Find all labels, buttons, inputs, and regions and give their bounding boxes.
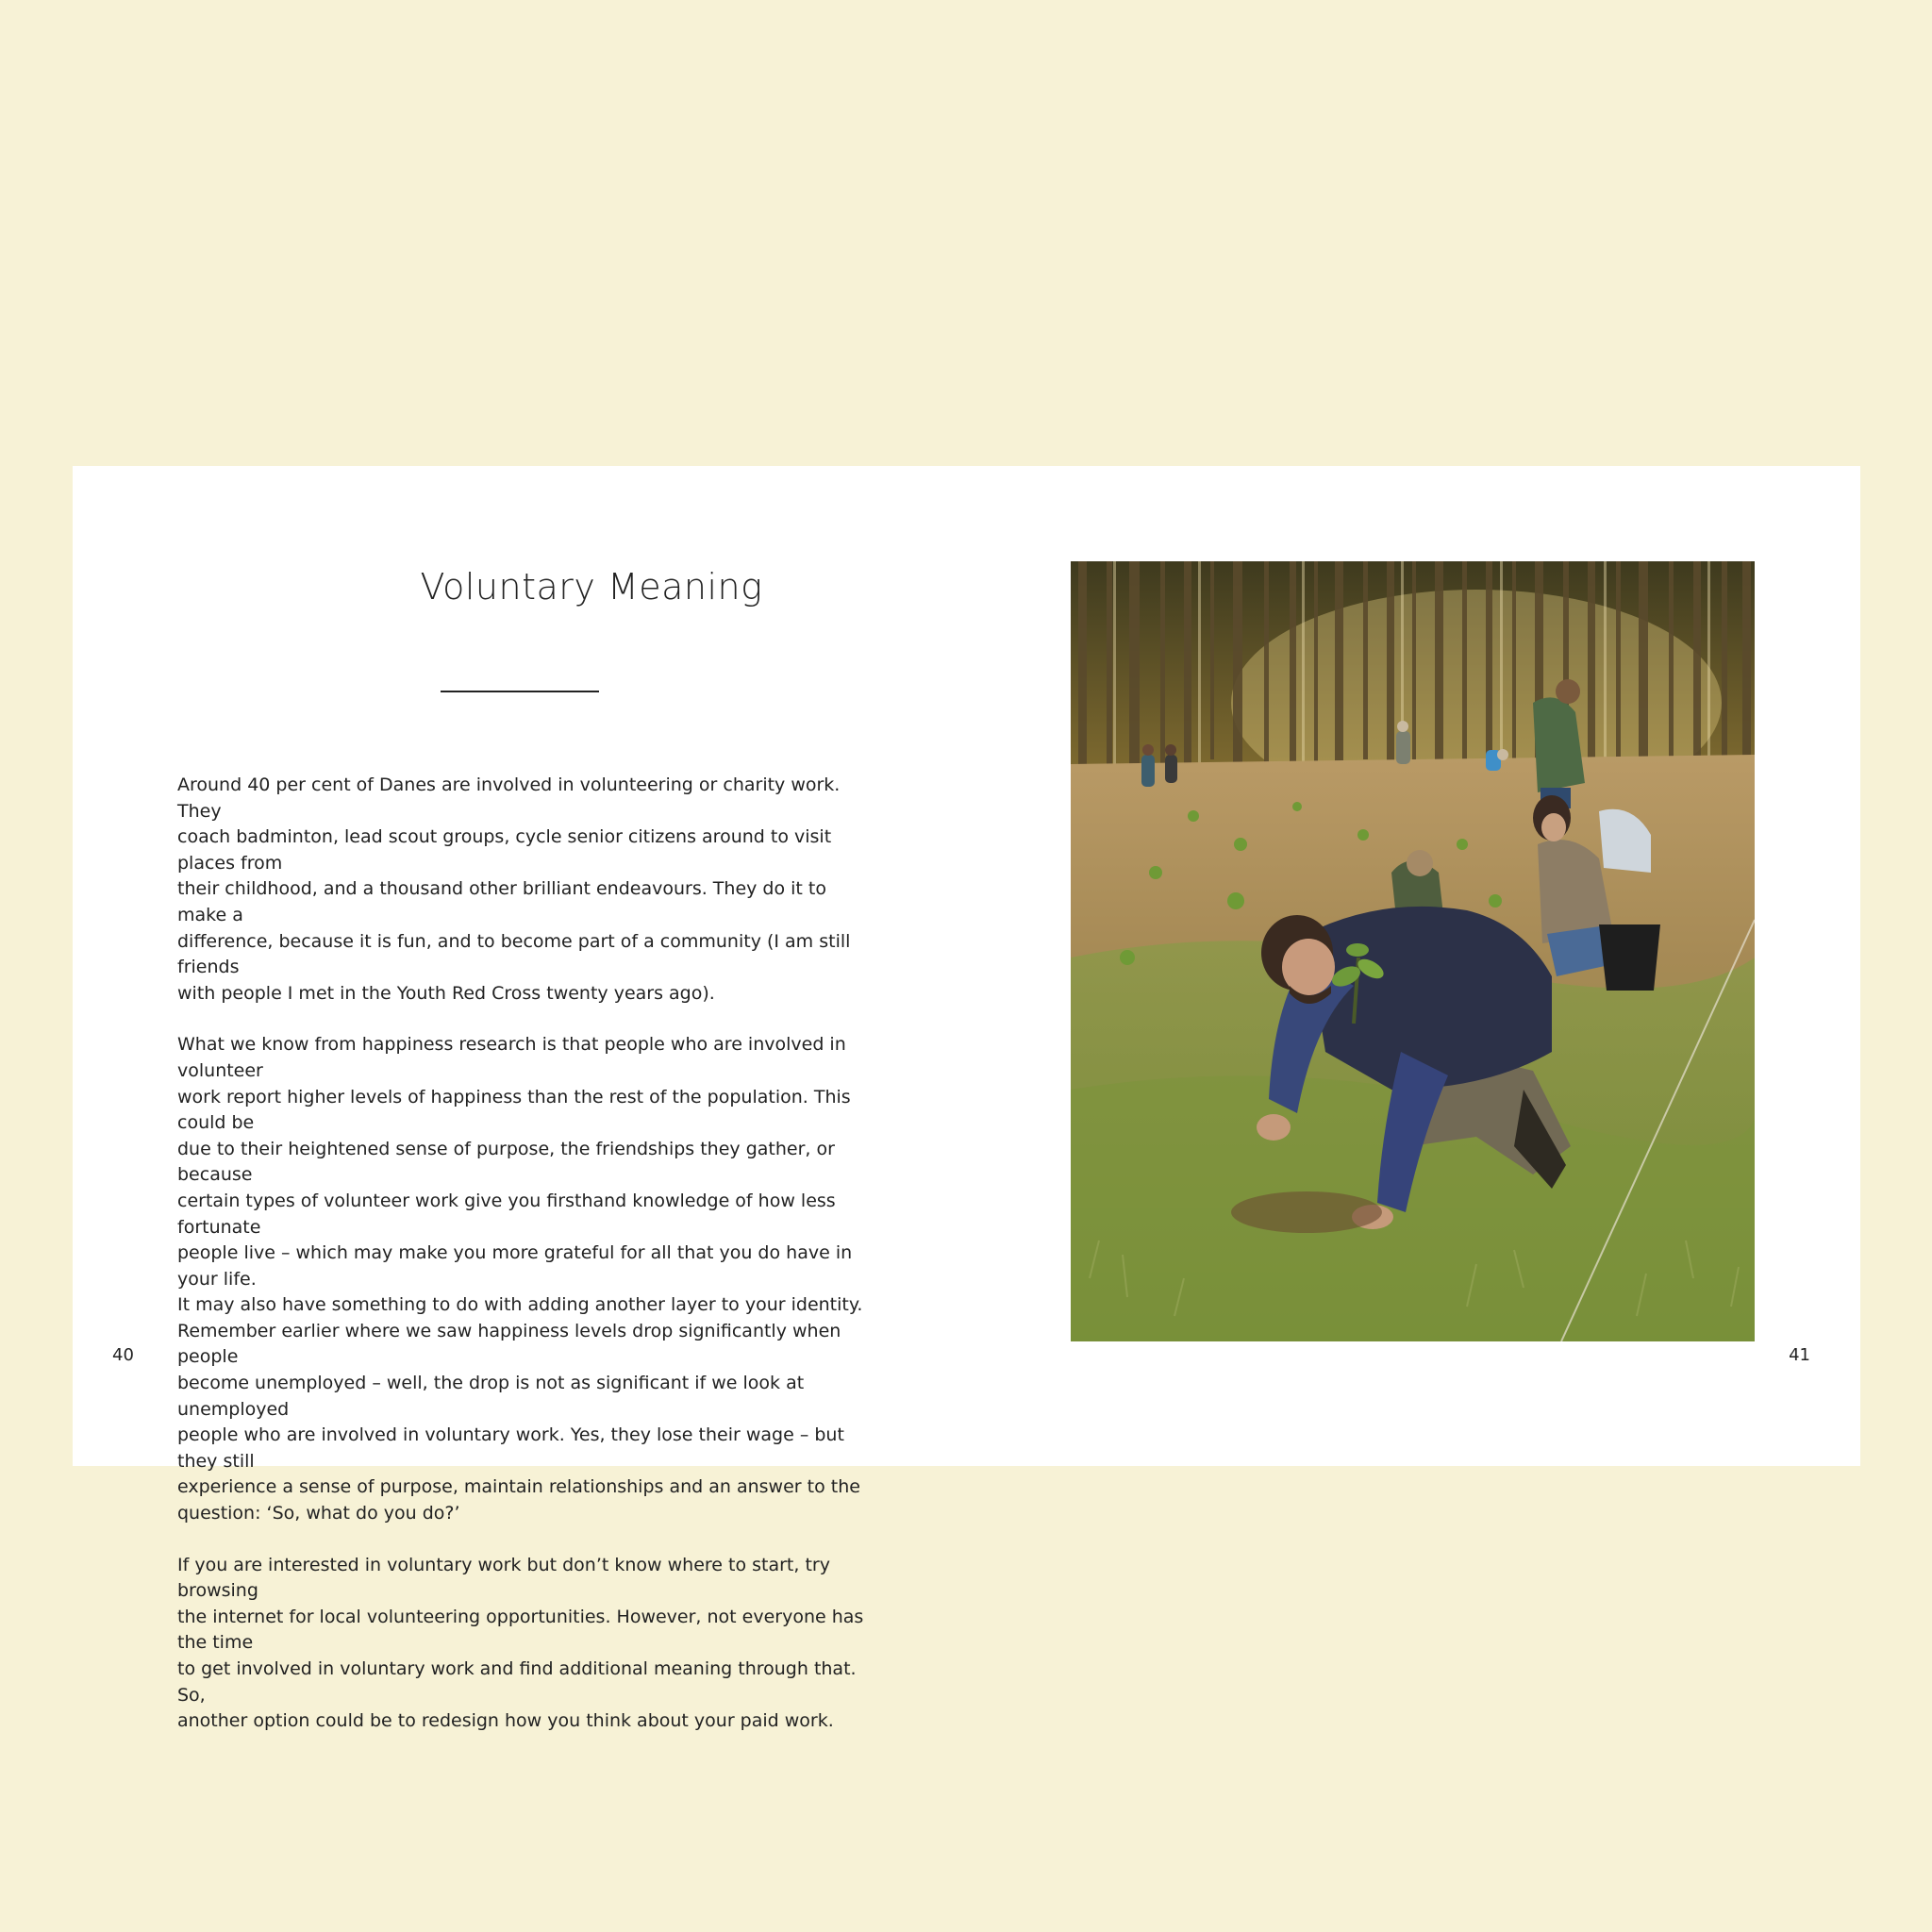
paragraph-1: Around 40 per cent of Danes are involved in volunteering or charity work. They coach badminton, lead scout groups, cycle senior citizens around to visit places from their childhood, and a thousand other brilliant endeavours. They do it to make a difference, because it is fun, and to become part of a community (I am still friends with people I met in the Youth Red Cross twenty years ago).: [177, 774, 851, 1004]
photo-volunteers-planting-trees: [1071, 561, 1755, 1341]
body-text: [177, 773, 875, 1760]
page-title: Voluntary Meaning: [420, 566, 763, 608]
paragraph-2: What we know from happiness research is that people who are involved in volunteer work report higher levels of happiness than the rest of the population. This could be due to their heightened sense of purpose, the friendships they gather, or because certain types of volunteer work give you firsthand knowledge of how less fortunate people live – which may make you more grateful for all that you do have in your life. It may also have something to do with adding another layer to your identity. Remember earlier where we saw happiness levels drop significantly when people become unemployed – well, the drop is not as significant if we look at unemployed people who are involved in voluntary work. Yes, they lose their wage – but they still experience a sense of purpose, maintain relationships and an answer to the question: ‘So, what do you do?’: [177, 1034, 863, 1524]
page-number-right: 41: [1789, 1345, 1810, 1365]
page-number-left: 40: [112, 1345, 134, 1365]
book-spread: [73, 466, 1860, 1732]
paragraph-3: If you are interested in voluntary work but don’t know where to start, try browsing the internet for local volunteering opportunities. However, not everyone has the time to get involved in voluntary work and find additional meaning through that. So, another option could be to redesign how you think about your paid work.: [177, 1554, 864, 1732]
title-divider: [441, 691, 599, 692]
